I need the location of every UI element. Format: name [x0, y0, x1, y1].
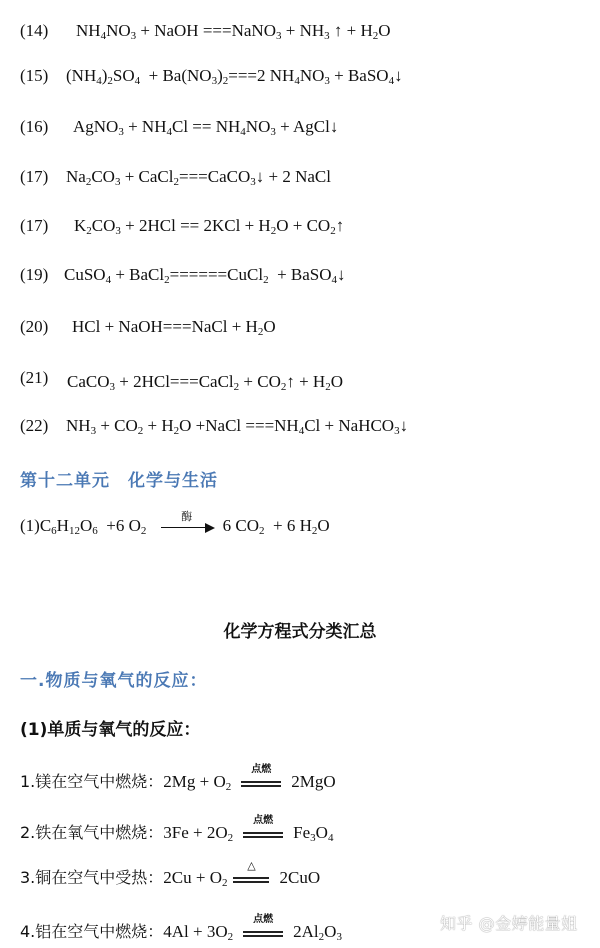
reaction-condition — [241, 914, 285, 943]
reaction-number: (14) — [20, 21, 49, 40]
item-label: 3.铜在空气中受热： — [20, 868, 164, 887]
reaction-condition — [239, 764, 283, 793]
page-title: 化学方程式分类汇总 — [223, 622, 377, 642]
reaction-number: (16) — [20, 117, 49, 136]
reaction-equation: $(1)C_6H_{12}O_6 +6$ $O_2$ 酶 6 $CO_2 + 6$ $H_2O$ — [20, 516, 330, 537]
reaction-number: (22) — [20, 416, 49, 435]
arrow-head-icon — [205, 523, 215, 533]
section-heading: 一.物质与氧气的反应： — [20, 671, 208, 691]
list-item: 4.铝在空气中燃烧：$4Al + 3O_2$ 点燃 $2Al_2O_3$ — [20, 914, 342, 943]
reaction-number: (21) — [20, 368, 49, 387]
reaction-equation: CuSO$_4$ + BaCl$_2$======CuCl$_2$ + BaSO$_4$↓ — [64, 265, 346, 286]
condition-label: 酶 — [181, 511, 193, 524]
condition-label: 点燃 — [251, 764, 272, 776]
reaction-equation: HCl + NaOH===NaCl + $H_2O$ — [72, 317, 276, 338]
reaction-equation: $NH_3 + CO_2 + H_2O$ +NaCl $===NH_4Cl$ + NaHCO$_3$↓ — [66, 416, 409, 437]
reaction-condition — [241, 815, 285, 844]
subsection-heading: (1)单质与氧气的反应： — [20, 720, 201, 740]
unit-heading: 第十二单元 化学与生活 — [20, 471, 218, 491]
condition-label: 点燃 — [253, 815, 274, 827]
reaction-equation: $K_2CO_3 + 2HCl == 2KCl + H_2O$ + $CO_2↑$ — [74, 216, 345, 237]
reaction-equation: $(NH_4)_2SO_4 + Ba(NO_3)_2===2$ $NH_4NO_3$ + BaSO$_4$↓ — [66, 66, 403, 87]
item-label: 1.镁在空气中燃烧： — [20, 772, 164, 791]
item-label: 2.铁在氧气中燃烧： — [20, 823, 164, 842]
condition-label: 点燃 — [253, 914, 274, 926]
list-item: 3.铜在空气中受热：$2Cu + O_2$ △ 2CuO — [20, 859, 321, 889]
reaction-number: (17) — [20, 216, 49, 235]
reaction-condition — [231, 859, 271, 889]
reaction-number: (15) — [20, 66, 49, 85]
heat-triangle-icon: △ — [247, 859, 256, 873]
reaction-equation: CaCO$_3$ + 2HCl===CaCl$_2$ + $CO_2↑ + H_2O$ — [67, 372, 343, 393]
watermark: 知乎 @金婷能量姐 — [440, 914, 578, 933]
reaction-number: (1) — [20, 516, 40, 535]
reaction-equation: AgNO$_3$ + $NH_4Cl == NH_4NO_3$ + AgCl↓ — [73, 117, 339, 138]
item-label: 4.铝在空气中燃烧： — [20, 922, 164, 941]
reaction-number: (20) — [20, 317, 49, 336]
reaction-equation: $Na_2CO_3$ + CaCl$_2$===CaCO$_3$↓ + 2 NaCl — [66, 167, 331, 188]
arrow-line-icon — [161, 527, 207, 528]
list-item: 1.镁在空气中燃烧：$2Mg + O_2$ 点燃 2MgO — [20, 764, 336, 793]
reaction-number: (17) — [20, 167, 49, 186]
reaction-number: (19) — [20, 265, 49, 284]
list-item: 2.铁在氧气中燃烧：$3Fe + 2O_2$ 点燃 $Fe_3O_4$ — [20, 815, 334, 844]
reaction-equation: $NH_4NO_3$ + NaOH ===NaNO$_3$ + $NH_3$ ↑ + $H_2O$ — [76, 21, 391, 42]
reaction-arrow — [159, 511, 215, 537]
